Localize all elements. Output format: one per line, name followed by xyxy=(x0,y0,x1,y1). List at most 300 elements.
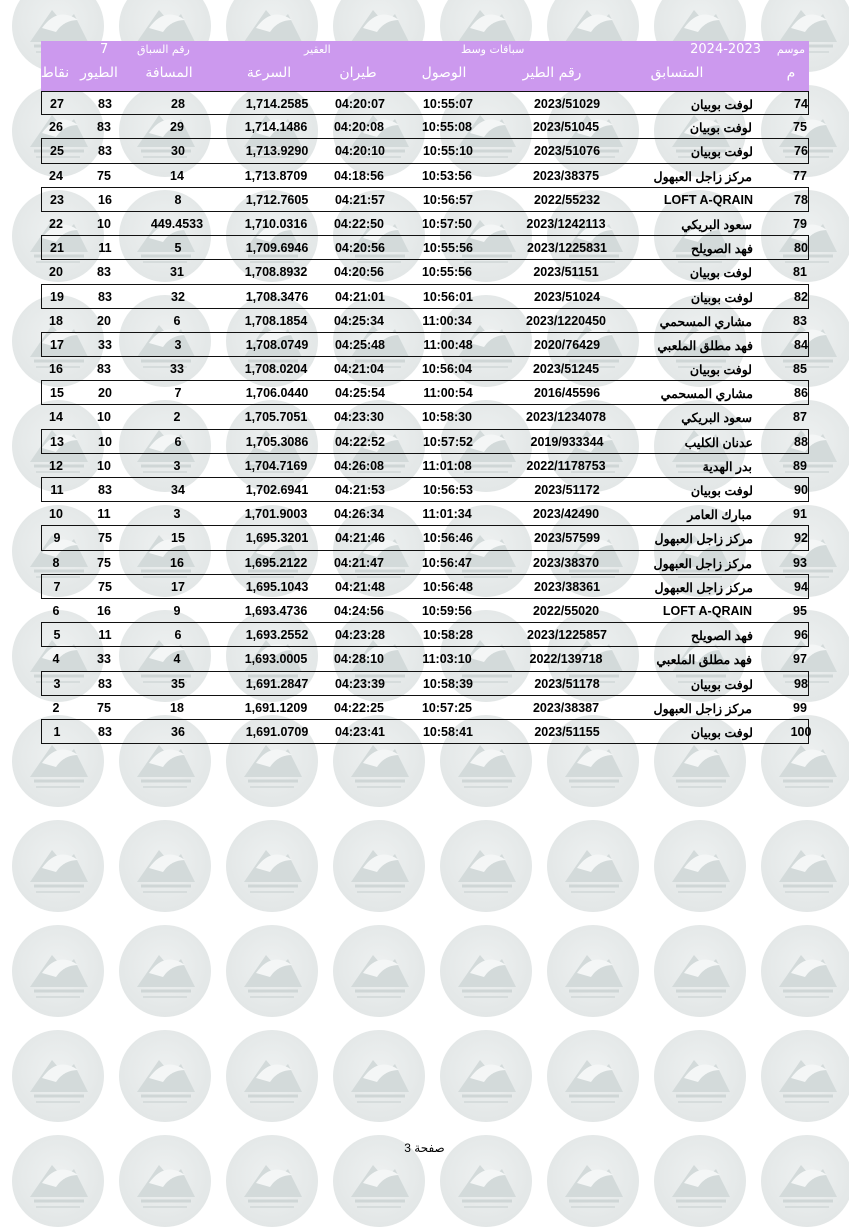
cell-distance: 5 xyxy=(174,241,182,256)
cell-points: 24 xyxy=(49,168,63,183)
cell-points: 26 xyxy=(49,120,63,135)
cell-distance: 6 xyxy=(173,313,181,328)
cell-arrival: 11:00:48 xyxy=(423,337,473,352)
cell-flight: 04:20:56 xyxy=(334,241,386,256)
cell-rank: 90 xyxy=(794,483,808,497)
cell-competitor: مبارك العامر xyxy=(687,508,752,523)
cell-rank: 81 xyxy=(793,265,807,280)
cell-pigeon-number: 2022/1178753 xyxy=(526,458,606,473)
table-row xyxy=(41,647,809,671)
cell-distance: 15 xyxy=(171,531,185,546)
cell-points: 14 xyxy=(49,410,63,425)
cell-rank: 89 xyxy=(793,458,807,473)
watermark-logo-icon xyxy=(440,820,532,912)
cell-speed: 1,693.0005 xyxy=(244,652,308,667)
cell-pigeon-number: 2022/55232 xyxy=(533,192,601,207)
race-number-label: رقم السباق xyxy=(137,43,190,56)
cell-arrival: 10:56:04 xyxy=(421,362,473,377)
cell-rank: 78 xyxy=(794,192,808,207)
cell-pigeon-number: 2023/51076 xyxy=(533,144,601,159)
cell-speed: 1,708.3476 xyxy=(245,289,309,304)
cell-distance: 32 xyxy=(171,289,185,304)
col-header-pigeon-number: رقم الطير xyxy=(522,65,582,81)
table-row xyxy=(41,236,809,260)
cell-speed: 1,704.7169 xyxy=(244,458,308,473)
cell-birds: 33 xyxy=(97,652,111,667)
cell-flight: 04:21:47 xyxy=(333,555,385,570)
cell-competitor: LOFT A-QRAIN xyxy=(662,603,752,618)
cell-pigeon-number: 2023/51178 xyxy=(534,676,600,691)
cell-flight: 04:23:28 xyxy=(334,628,386,643)
table-row xyxy=(41,599,809,623)
table-row xyxy=(41,454,809,478)
watermark-logo-icon xyxy=(440,925,532,1017)
cell-pigeon-number: 2016/45596 xyxy=(533,386,601,401)
cell-competitor: فهد مطلق الملعبي xyxy=(656,653,752,668)
cell-pigeon-number: 2022/139718 xyxy=(529,652,603,667)
cell-speed: 1,693.2552 xyxy=(245,628,309,643)
cell-points: 11 xyxy=(50,483,64,497)
col-header-distance: المسافة xyxy=(145,65,193,81)
cell-pigeon-number: 2023/57599 xyxy=(533,531,601,546)
cell-birds: 11 xyxy=(97,507,111,522)
column-headers xyxy=(41,58,809,91)
cell-points: 2 xyxy=(52,700,60,715)
cell-points: 4 xyxy=(52,652,60,667)
cell-pigeon-number: 2023/51029 xyxy=(533,97,601,111)
cell-speed: 1,693.4736 xyxy=(244,603,308,618)
cell-birds: 83 xyxy=(98,97,112,111)
cell-points: 18 xyxy=(49,313,63,328)
cell-birds: 33 xyxy=(98,337,112,352)
cell-arrival: 10:56:47 xyxy=(421,555,473,570)
watermark-logo-icon xyxy=(761,1030,849,1122)
cell-pigeon-number: 2023/42490 xyxy=(532,507,600,522)
cell-pigeon-number: 2020/76429 xyxy=(533,337,601,352)
page-number: صفحة 3 xyxy=(404,1141,445,1155)
cell-flight: 04:22:25 xyxy=(333,700,385,715)
cell-birds: 83 xyxy=(98,483,112,497)
cell-pigeon-number: 2023/1225831 xyxy=(527,241,607,256)
cell-arrival: 10:58:30 xyxy=(421,410,473,425)
watermark-logo-icon xyxy=(226,925,318,1017)
cell-rank: 83 xyxy=(793,313,807,328)
cell-birds: 75 xyxy=(97,555,111,570)
cell-pigeon-number: 2023/38387 xyxy=(532,700,600,715)
cell-points: 7 xyxy=(53,579,61,594)
col-header-speed: السرعة xyxy=(246,65,292,81)
cell-rank: 79 xyxy=(793,216,807,231)
cell-arrival: 10:55:08 xyxy=(421,120,473,135)
cell-competitor: عدنان الكليب xyxy=(684,435,753,450)
table-row xyxy=(41,430,809,454)
cell-flight: 04:25:34 xyxy=(333,313,385,328)
cell-rank: 94 xyxy=(794,579,808,594)
cell-arrival: 10:58:41 xyxy=(422,724,474,739)
col-header-competitor: المتسابق xyxy=(650,65,704,81)
cell-rank: 87 xyxy=(793,410,807,425)
cell-rank: 80 xyxy=(794,241,808,256)
watermark-logo-icon xyxy=(547,1030,639,1122)
cell-distance: 34 xyxy=(171,483,185,497)
cell-flight: 04:24:56 xyxy=(333,603,385,618)
cell-arrival: 11:00:54 xyxy=(423,386,473,401)
col-header-rank: م xyxy=(786,65,796,81)
cell-birds: 75 xyxy=(98,531,112,546)
cell-arrival: 10:57:52 xyxy=(422,434,474,449)
cell-flight: 04:21:53 xyxy=(334,483,386,497)
cell-competitor: مركز زاجل العبهول xyxy=(653,169,752,184)
table-header xyxy=(41,41,809,91)
cell-flight: 04:21:04 xyxy=(333,362,385,377)
race-number: 7 xyxy=(100,42,109,57)
cell-rank: 95 xyxy=(793,603,807,618)
cell-points: 17 xyxy=(50,337,64,352)
cell-competitor: لوفت بوبيان xyxy=(690,484,753,498)
cell-competitor: لوفت بوبيان xyxy=(690,98,753,112)
cell-competitor: بدر الهدية xyxy=(702,459,752,474)
cell-arrival: 11:01:34 xyxy=(422,507,472,522)
watermark-logo-icon xyxy=(12,820,104,912)
cell-distance: 33 xyxy=(170,362,184,377)
cell-competitor: مشاري المسحمي xyxy=(660,387,753,402)
cell-distance: 3 xyxy=(173,458,181,473)
cell-distance: 18 xyxy=(170,700,184,715)
cell-points: 8 xyxy=(52,555,60,570)
col-header-birds: الطيور xyxy=(80,65,118,81)
cell-points: 27 xyxy=(50,97,64,111)
cell-competitor: فهد الصويلح xyxy=(690,629,753,644)
cell-birds: 10 xyxy=(97,458,111,473)
table-row xyxy=(41,309,809,333)
watermark-logo-icon xyxy=(119,820,211,912)
cell-distance: 6 xyxy=(174,628,182,643)
cell-rank: 93 xyxy=(793,555,807,570)
cell-arrival: 10:55:10 xyxy=(422,144,474,159)
cell-arrival: 10:57:50 xyxy=(421,216,473,231)
table-row xyxy=(41,115,809,139)
cell-competitor: سعود البريكي xyxy=(681,217,752,232)
cell-flight: 04:20:07 xyxy=(334,97,386,111)
cell-distance: 7 xyxy=(174,386,182,401)
table-row xyxy=(41,260,809,284)
watermark-logo-icon xyxy=(547,820,639,912)
results-table-body xyxy=(41,91,812,744)
table-row xyxy=(41,333,809,357)
cell-birds: 83 xyxy=(97,120,111,135)
table-row xyxy=(41,285,809,309)
table-row xyxy=(41,526,809,550)
cell-pigeon-number: 2023/51172 xyxy=(534,483,600,497)
cell-pigeon-number: 2023/38375 xyxy=(532,168,600,183)
cell-rank: 98 xyxy=(794,676,808,691)
watermark-logo-icon xyxy=(761,820,849,912)
table-row xyxy=(41,672,809,696)
cell-rank: 91 xyxy=(793,507,807,522)
cell-pigeon-number: 2023/51024 xyxy=(533,289,601,304)
watermark-logo-icon xyxy=(654,925,746,1017)
cell-birds: 10 xyxy=(98,434,112,449)
race-category: سباقات وسط xyxy=(461,43,525,56)
cell-speed: 1,714.1486 xyxy=(244,120,308,135)
cell-flight: 04:20:10 xyxy=(334,144,386,159)
table-row xyxy=(41,212,809,236)
cell-competitor: لوفت بوبيان xyxy=(690,725,753,740)
table-row xyxy=(41,502,809,526)
results-sheet xyxy=(40,41,812,744)
cell-arrival: 10:56:57 xyxy=(422,192,474,207)
cell-speed: 1,713.9290 xyxy=(245,144,309,159)
cell-pigeon-number: 2023/38370 xyxy=(532,555,600,570)
cell-rank: 84 xyxy=(794,337,808,352)
table-row xyxy=(41,478,809,502)
cell-speed: 1,708.0749 xyxy=(245,337,309,352)
page-footer xyxy=(0,1141,849,1155)
cell-competitor: لوفت بوبيان xyxy=(690,677,753,692)
cell-arrival: 11:00:34 xyxy=(422,313,472,328)
cell-rank: 75 xyxy=(793,120,807,135)
table-row xyxy=(41,405,809,429)
watermark-logo-icon xyxy=(333,820,425,912)
table-row xyxy=(41,551,809,575)
cell-birds: 10 xyxy=(97,410,111,425)
cell-points: 13 xyxy=(50,434,64,449)
cell-arrival: 10:59:56 xyxy=(421,603,473,618)
cell-distance: 16 xyxy=(170,555,184,570)
cell-points: 10 xyxy=(49,507,63,522)
cell-competitor: مركز زاجل العبهول xyxy=(654,580,753,595)
cell-points: 3 xyxy=(53,676,61,691)
cell-rank: 76 xyxy=(794,144,808,159)
table-row xyxy=(41,381,809,405)
cell-rank: 74 xyxy=(794,97,808,111)
cell-flight: 04:20:08 xyxy=(333,120,385,135)
cell-distance: 6 xyxy=(174,434,182,449)
cell-points: 20 xyxy=(49,265,63,280)
cell-speed: 1,712.7605 xyxy=(245,192,309,207)
cell-flight: 04:21:46 xyxy=(334,531,386,546)
cell-points: 1 xyxy=(53,724,61,739)
cell-competitor: LOFT A-QRAIN xyxy=(663,192,753,207)
cell-arrival: 11:01:08 xyxy=(422,458,472,473)
cell-arrival: 10:55:56 xyxy=(422,241,474,256)
header-info-bar xyxy=(41,41,809,58)
cell-distance: 36 xyxy=(171,724,185,739)
cell-speed: 1,710.0316 xyxy=(244,216,308,231)
cell-pigeon-number: 2023/51151 xyxy=(533,265,599,280)
cell-speed: 1,705.3086 xyxy=(245,434,309,449)
cell-birds: 11 xyxy=(98,628,112,643)
cell-flight: 04:21:48 xyxy=(334,579,386,594)
cell-birds: 75 xyxy=(97,168,111,183)
cell-flight: 04:22:50 xyxy=(333,216,385,231)
cell-competitor: فهد الصويلح xyxy=(690,242,753,257)
cell-birds: 83 xyxy=(98,676,112,691)
cell-rank: 92 xyxy=(794,531,808,546)
cell-speed: 1,705.7051 xyxy=(244,410,308,425)
cell-speed: 1,701.9003 xyxy=(244,507,308,522)
watermark-logo-icon xyxy=(119,1030,211,1122)
cell-distance: 35 xyxy=(171,676,185,691)
watermark-logo-icon xyxy=(12,1030,104,1122)
cell-flight: 04:22:52 xyxy=(334,434,386,449)
cell-points: 6 xyxy=(52,603,60,618)
table-row xyxy=(41,164,809,188)
cell-flight: 04:18:56 xyxy=(333,168,385,183)
cell-points: 5 xyxy=(53,628,61,643)
cell-distance: 3 xyxy=(173,507,181,522)
cell-pigeon-number: 2023/51245 xyxy=(532,362,600,377)
cell-speed: 1,708.0204 xyxy=(244,362,308,377)
cell-points: 25 xyxy=(50,144,64,159)
cell-speed: 1,702.6941 xyxy=(245,483,309,497)
watermark-logo-icon xyxy=(226,1030,318,1122)
cell-distance: 30 xyxy=(171,144,185,159)
cell-birds: 83 xyxy=(98,144,112,159)
cell-competitor: سعود البريكي xyxy=(681,411,752,426)
cell-rank: 100 xyxy=(790,724,812,739)
cell-flight: 04:26:34 xyxy=(333,507,385,522)
cell-birds: 16 xyxy=(98,192,112,207)
cell-arrival: 10:55:07 xyxy=(422,97,474,111)
cell-birds: 16 xyxy=(97,603,111,618)
cell-competitor: لوفت بوبيان xyxy=(689,363,752,378)
cell-competitor: لوفت بوبيان xyxy=(689,121,752,136)
cell-flight: 04:23:30 xyxy=(333,410,385,425)
cell-competitor: لوفت بوبيان xyxy=(690,145,753,160)
cell-flight: 04:25:54 xyxy=(334,386,386,401)
cell-points: 19 xyxy=(50,289,64,304)
col-header-arrival: الوصول xyxy=(421,65,467,81)
cell-points: 21 xyxy=(50,241,64,256)
cell-distance: 8 xyxy=(174,192,182,207)
cell-distance: 29 xyxy=(170,120,184,135)
table-row xyxy=(41,720,812,744)
watermark-logo-icon xyxy=(333,925,425,1017)
cell-birds: 83 xyxy=(98,724,112,739)
watermark-logo-icon xyxy=(547,925,639,1017)
table-row xyxy=(41,188,809,212)
cell-flight: 04:23:39 xyxy=(334,676,386,691)
cell-flight: 04:23:41 xyxy=(334,724,386,739)
cell-speed: 1,695.1043 xyxy=(245,579,309,594)
cell-distance: 4 xyxy=(173,652,181,667)
cell-birds: 10 xyxy=(97,216,111,231)
cell-competitor: مركز زاجل العبهول xyxy=(653,556,752,571)
table-row xyxy=(41,139,809,163)
cell-birds: 83 xyxy=(97,265,111,280)
cell-distance: 3 xyxy=(174,337,182,352)
cell-speed: 1,691.2847 xyxy=(245,676,309,691)
cell-pigeon-number: 2023/1242113 xyxy=(526,216,606,231)
cell-distance: 28 xyxy=(171,97,185,111)
cell-distance: 2 xyxy=(173,410,181,425)
cell-pigeon-number: 2022/55020 xyxy=(532,603,600,618)
cell-flight: 04:21:01 xyxy=(334,289,386,304)
table-row xyxy=(41,357,809,381)
cell-pigeon-number: 2023/51045 xyxy=(532,120,600,135)
cell-rank: 77 xyxy=(793,168,807,183)
cell-birds: 83 xyxy=(97,362,111,377)
watermark-logo-icon xyxy=(654,820,746,912)
cell-speed: 1,691.1209 xyxy=(244,700,308,715)
cell-speed: 1,713.8709 xyxy=(244,168,308,183)
cell-rank: 82 xyxy=(794,289,808,304)
watermark-logo-icon xyxy=(761,925,849,1017)
cell-birds: 75 xyxy=(98,579,112,594)
cell-points: 12 xyxy=(49,458,63,473)
cell-distance: 9 xyxy=(173,603,181,618)
cell-flight: 04:20:56 xyxy=(333,265,385,280)
cell-arrival: 10:55:56 xyxy=(421,265,473,280)
cell-pigeon-number: 2023/38361 xyxy=(533,579,601,594)
watermark-logo-icon xyxy=(12,925,104,1017)
cell-competitor: فهد مطلق الملعبي xyxy=(657,338,753,353)
watermark-logo-icon xyxy=(119,925,211,1017)
cell-competitor: مركز زاجل العبهول xyxy=(653,701,752,716)
cell-arrival: 11:03:10 xyxy=(422,652,472,667)
cell-flight: 04:21:57 xyxy=(334,192,386,207)
cell-pigeon-number: 2023/1225857 xyxy=(527,628,607,643)
cell-arrival: 10:56:01 xyxy=(422,289,474,304)
table-row xyxy=(41,623,809,647)
cell-points: 9 xyxy=(53,531,61,546)
watermark-logo-icon xyxy=(440,1030,532,1122)
table-row xyxy=(41,696,809,720)
cell-rank: 85 xyxy=(793,362,807,377)
cell-pigeon-number: 2019/933344 xyxy=(530,434,604,449)
cell-speed: 1,708.1854 xyxy=(244,313,308,328)
season-value: 2024-2023 xyxy=(690,42,761,57)
cell-distance: 449.4533 xyxy=(150,216,204,231)
cell-flight: 04:25:48 xyxy=(334,337,386,352)
table-row xyxy=(41,91,809,115)
cell-rank: 88 xyxy=(794,434,808,449)
cell-distance: 31 xyxy=(170,265,184,280)
cell-rank: 99 xyxy=(793,700,807,715)
watermark-logo-icon xyxy=(333,1030,425,1122)
cell-birds: 11 xyxy=(98,241,112,256)
cell-pigeon-number: 2023/51155 xyxy=(534,724,600,739)
cell-points: 23 xyxy=(50,192,64,207)
cell-rank: 86 xyxy=(794,386,808,401)
season-label: موسم xyxy=(776,43,805,56)
cell-arrival: 10:58:28 xyxy=(422,628,474,643)
cell-points: 15 xyxy=(50,386,64,401)
cell-birds: 75 xyxy=(97,700,111,715)
cell-pigeon-number: 2023/1234078 xyxy=(526,410,606,425)
race-location: العقير xyxy=(304,43,331,56)
cell-speed: 1,708.8932 xyxy=(244,265,308,280)
cell-speed: 1,691.0709 xyxy=(245,724,309,739)
watermark-logo-icon xyxy=(654,1030,746,1122)
cell-speed: 1,709.6946 xyxy=(245,241,309,256)
cell-speed: 1,714.2585 xyxy=(245,97,309,111)
cell-flight: 04:28:10 xyxy=(333,652,385,667)
col-header-points: نقاط xyxy=(40,65,70,81)
cell-distance: 14 xyxy=(170,168,184,183)
cell-speed: 1,695.2122 xyxy=(244,555,308,570)
cell-competitor: مشاري المسحمي xyxy=(659,314,752,329)
cell-arrival: 10:53:56 xyxy=(421,168,473,183)
cell-competitor: لوفت بوبيان xyxy=(689,266,752,281)
cell-arrival: 10:58:39 xyxy=(422,676,474,691)
cell-pigeon-number: 2023/1220450 xyxy=(526,313,606,328)
cell-birds: 83 xyxy=(98,289,112,304)
cell-rank: 96 xyxy=(794,628,808,643)
col-header-flight: طيران xyxy=(339,65,377,81)
cell-flight: 04:26:08 xyxy=(333,458,385,473)
